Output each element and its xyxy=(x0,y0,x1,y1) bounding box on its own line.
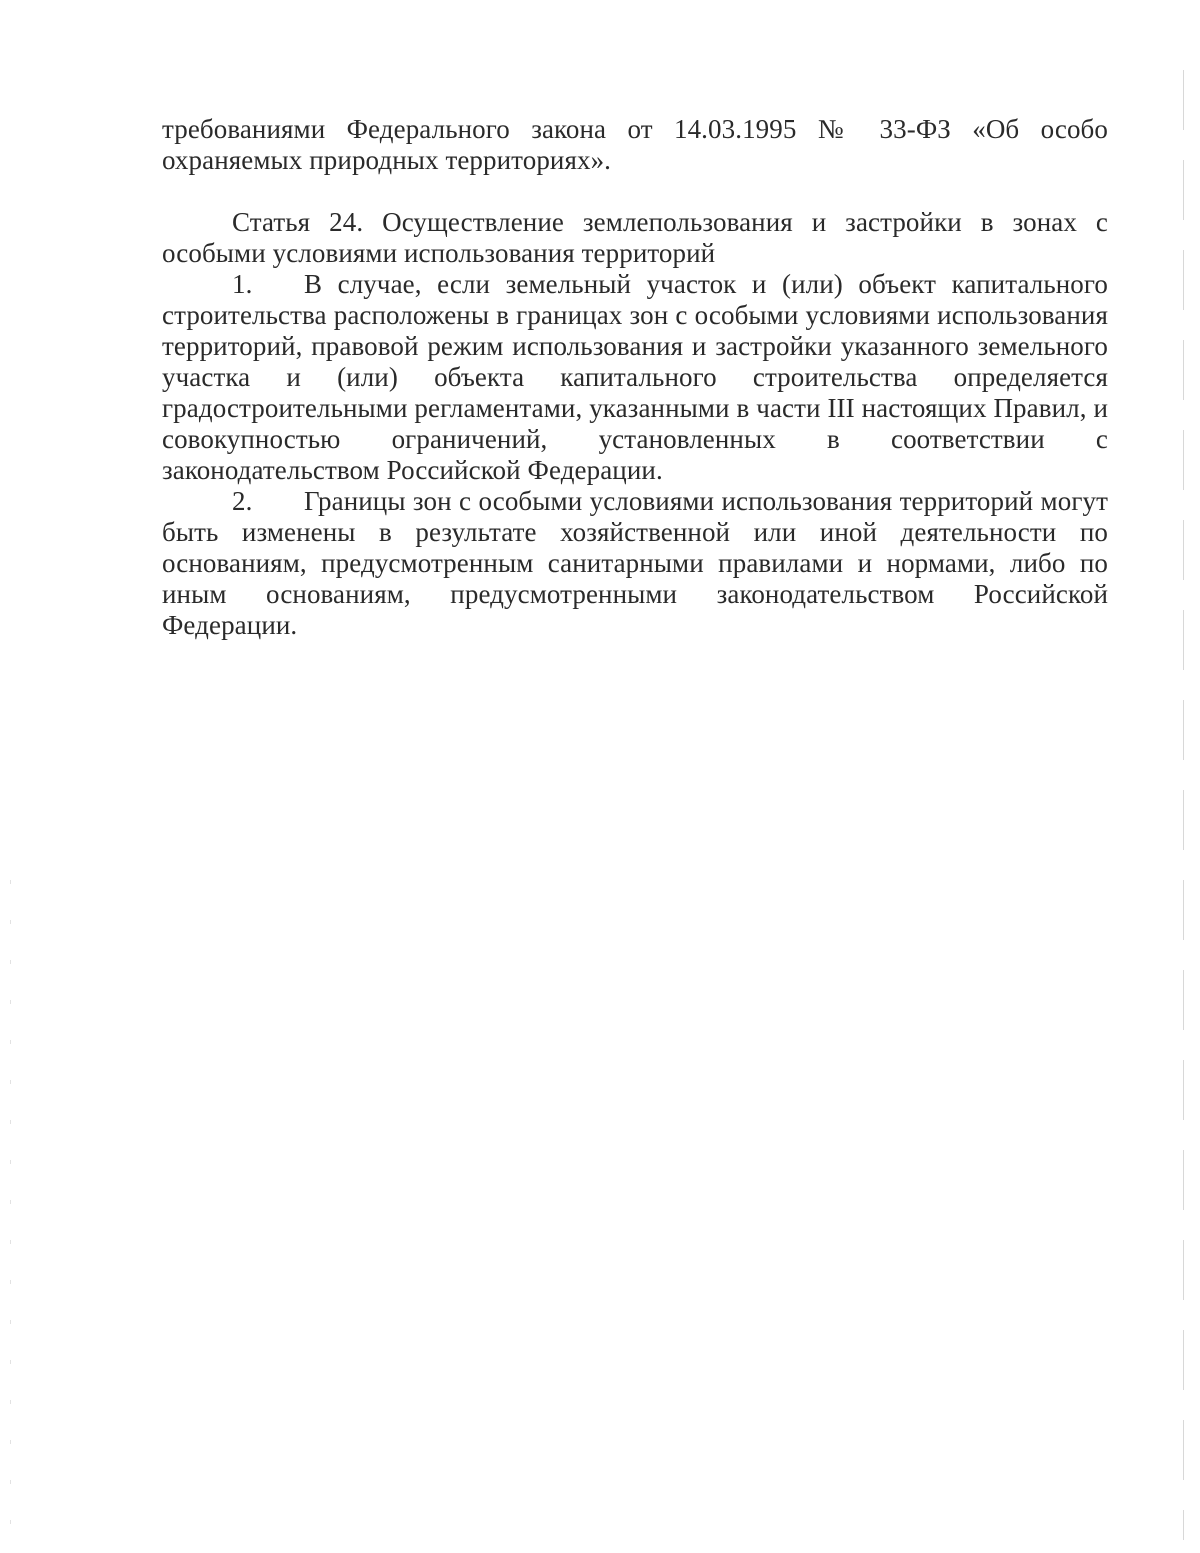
article-24 xyxy=(162,207,1108,641)
article-item xyxy=(162,269,1108,486)
intro-text: требованиями Федерального закона от 14.03.1995 № 33-ФЗ «Об особо охраняемых природных территориях». xyxy=(162,114,1108,175)
scan-artifact-right xyxy=(1183,70,1184,1540)
scan-artifact-left xyxy=(10,880,11,1540)
article-item xyxy=(162,486,1108,641)
article-heading: Статья 24. Осуществление землепользования и застройки в зонах с особыми условиями использования территорий xyxy=(162,207,1108,268)
item-text: Границы зон с особыми условиями использования территорий могут быть изменены в результате хозяйственной или иной деятельности по основаниям, предусмотренным санитарными правилами и нормами, либо по иным основаниям, предусмотренными законодательством Российской Федерации. xyxy=(162,486,1108,640)
item-number: 1. xyxy=(232,269,253,299)
item-number: 2. xyxy=(232,486,253,516)
intro-paragraph xyxy=(162,114,1108,176)
item-text: В случае, если земельный участок и (или) объект капитального строительства расположены в границах зон с особыми условиями использования территорий, правовой режим использования и застройки указанного земельного участка и (или) объекта капитального строительства определяется градостроительными регламентами, указанными в части III настоящих Правил, и совокупностью ограничений, установленных в соответствии с законодательством Российской Федерации. xyxy=(162,269,1108,485)
